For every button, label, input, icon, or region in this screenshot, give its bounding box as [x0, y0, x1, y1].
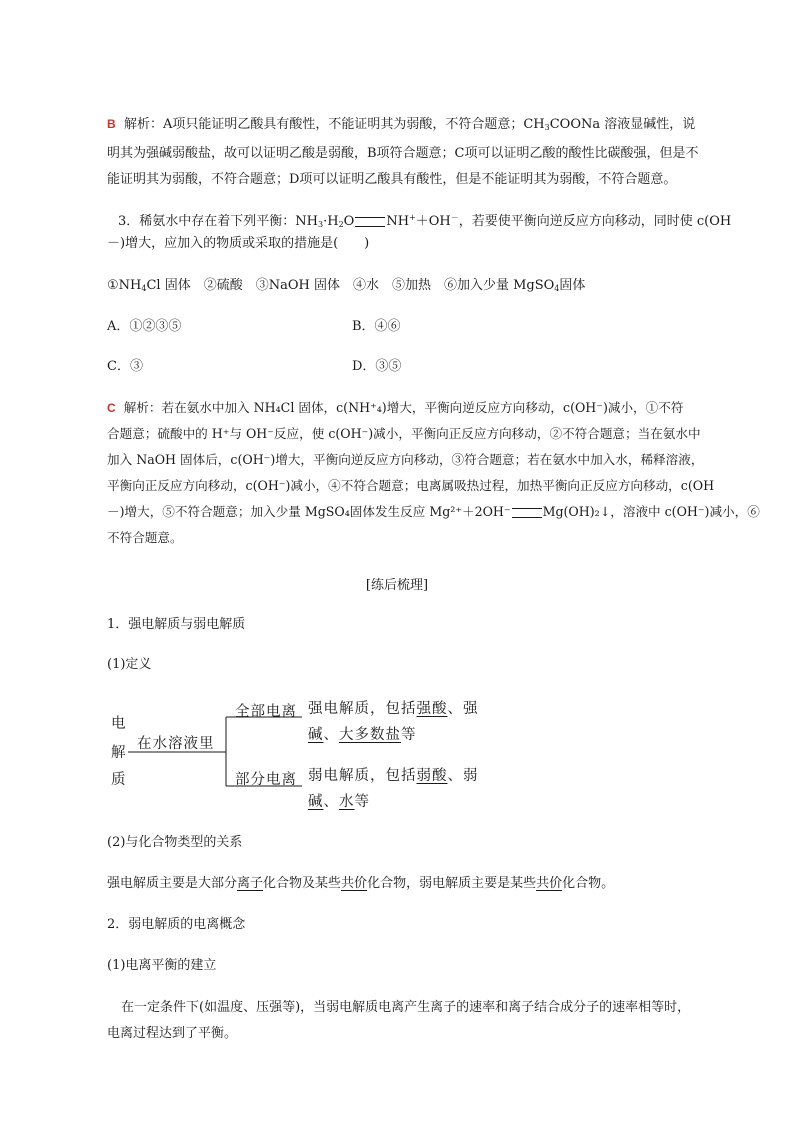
- text: 共价: [341, 876, 368, 891]
- text: 、弱: [447, 768, 479, 784]
- section-title: [练后梳理]: [365, 578, 429, 593]
- text: －)增大，应加入的物质或采取的措施是( ): [107, 236, 370, 251]
- option-c: C．③: [107, 359, 143, 374]
- text: 固体: [559, 278, 586, 293]
- s1-relation-title: [107, 830, 692, 856]
- text: 强电解质主要是大部分: [107, 876, 238, 891]
- diagram-root-1: 电: [111, 716, 127, 732]
- text: 电离过程达到了平衡。: [107, 1026, 238, 1041]
- text: 能证明其为弱酸，不符合题意；D项可以证明乙酸具有酸性，但是不能证明其为弱酸，不符合题意。: [107, 172, 677, 187]
- text: 弱酸: [416, 768, 448, 784]
- text: 等: [354, 794, 370, 810]
- text: 化合物及某些: [263, 876, 342, 891]
- diagram-branch-full: 全部电离: [235, 704, 297, 720]
- text: Mg(OH)₂↓，溶液中 c(OH⁻)减小，⑥: [542, 504, 760, 519]
- text: 3．稀氨水中存在着下列平衡：NH: [118, 214, 318, 229]
- text: 强酸: [416, 701, 448, 717]
- text: (2)与化合物类型的关系: [107, 835, 243, 850]
- option-b: B．④⑥: [352, 319, 401, 334]
- text: 3: [317, 220, 324, 229]
- text: ，若要使平衡向逆反应方向移动，同时使 c(OH: [458, 214, 732, 229]
- text: 化合物，弱电解质主要是某些: [367, 876, 537, 891]
- text: ＋OH: [415, 214, 451, 229]
- text: 化合物。: [562, 876, 615, 891]
- diagram-root-2: 解: [111, 745, 127, 761]
- text: 解析：A项只能证明乙酸具有酸性，不能证明其为弱酸，不符合题意；CH: [123, 117, 545, 132]
- text: 4: [554, 284, 560, 293]
- text: COONa 溶液显碱性，说: [549, 117, 696, 132]
- text: －)增大，⑤不符合题意；加入少量 MgSO₄固体发生反应 Mg²⁺＋2OH⁻: [107, 504, 511, 519]
- text: 明其为强碱弱酸盐，故可以证明乙酸是弱酸，B项符合题意；C项可以证明乙酸的酸性比碳酸强，但是不: [107, 146, 699, 161]
- text: 共价: [536, 876, 563, 891]
- answer-letter-c: C: [107, 401, 116, 415]
- text: 等: [401, 727, 417, 743]
- text: NH: [386, 214, 410, 229]
- text: 平衡向正反应方向移动，c(OH⁻)减小，④不符合题意；电离属吸热过程，加热平衡向正反应方向移动，c(OH: [107, 478, 715, 493]
- text: 加入 NaOH 固体后，c(OH⁻)增大，平衡向逆反应方向移动，③符合题意；若在氨水中加入水，稀释溶液，: [107, 452, 704, 467]
- diagram-root-3: 质: [111, 772, 127, 788]
- text: 合题意；硫酸中的 H⁺与 OH⁻反应，使 c(OH⁻)减小，平衡向正反应方向移动，②不符合题意；当在氨水中: [107, 426, 701, 441]
- s1-relation-text: [107, 871, 692, 897]
- text: 大多数盐: [339, 727, 401, 743]
- weak-electrolyte-line2: [308, 790, 370, 811]
- text: 、强: [447, 701, 479, 717]
- text: 强电解质，包括: [308, 701, 417, 717]
- strong-electrolyte-line1: [308, 697, 479, 718]
- option-a: A．①②③⑤: [107, 319, 182, 334]
- text: 离子: [237, 876, 264, 891]
- text: 4: [141, 284, 147, 293]
- text: ·H: [323, 214, 339, 229]
- weak-electrolyte-line1: [308, 764, 479, 785]
- text: (1)电离平衡的建立: [107, 958, 217, 973]
- text: 1．强电解质与弱电解质: [107, 617, 246, 632]
- text: 不符合题意。: [107, 530, 183, 545]
- text: 弱电解质，包括: [308, 768, 417, 784]
- text: 、: [323, 794, 339, 810]
- strong-electrolyte-line2: [308, 723, 417, 744]
- text: 2．弱电解质的电离概念: [107, 917, 246, 932]
- text: ①NH: [107, 278, 142, 293]
- s2-paragraph-line2: [107, 1021, 692, 1047]
- text: 解析：若在氨水中加入 NH₄Cl 固体，c(NH⁺₄)增大，平衡向逆反应方向移动，c(OH⁻)减小，①不符: [123, 400, 684, 415]
- s2-title: [107, 912, 692, 938]
- diagram-condition: 在水溶液里: [137, 736, 215, 752]
- text: (1)定义: [107, 657, 152, 672]
- text: 碱: [308, 794, 324, 810]
- s2-paragraph-line1: [121, 995, 701, 1021]
- text: O: [343, 214, 355, 229]
- diagram-branch-partial: 部分电离: [235, 772, 297, 788]
- text: +: [409, 213, 416, 222]
- text: －: [450, 213, 459, 222]
- text: 在一定条件下(如温度、压强等)，当弱电解质电离产生离子的速率和离子结合成分子的速率相等时，: [121, 1000, 691, 1015]
- answer-letter-b: B: [107, 117, 116, 131]
- text: Cl 固体 ②硫酸 ③NaOH 固体 ④水 ⑤加热 ⑥加入少量 MgSO: [146, 278, 555, 293]
- text: 3: [544, 123, 550, 132]
- text: 水: [339, 794, 355, 810]
- text: 碱: [308, 727, 324, 743]
- text: 2: [338, 220, 344, 229]
- text: 、: [323, 727, 339, 743]
- s2-subtitle: [107, 953, 692, 979]
- option-d: D．③⑤: [352, 359, 402, 374]
